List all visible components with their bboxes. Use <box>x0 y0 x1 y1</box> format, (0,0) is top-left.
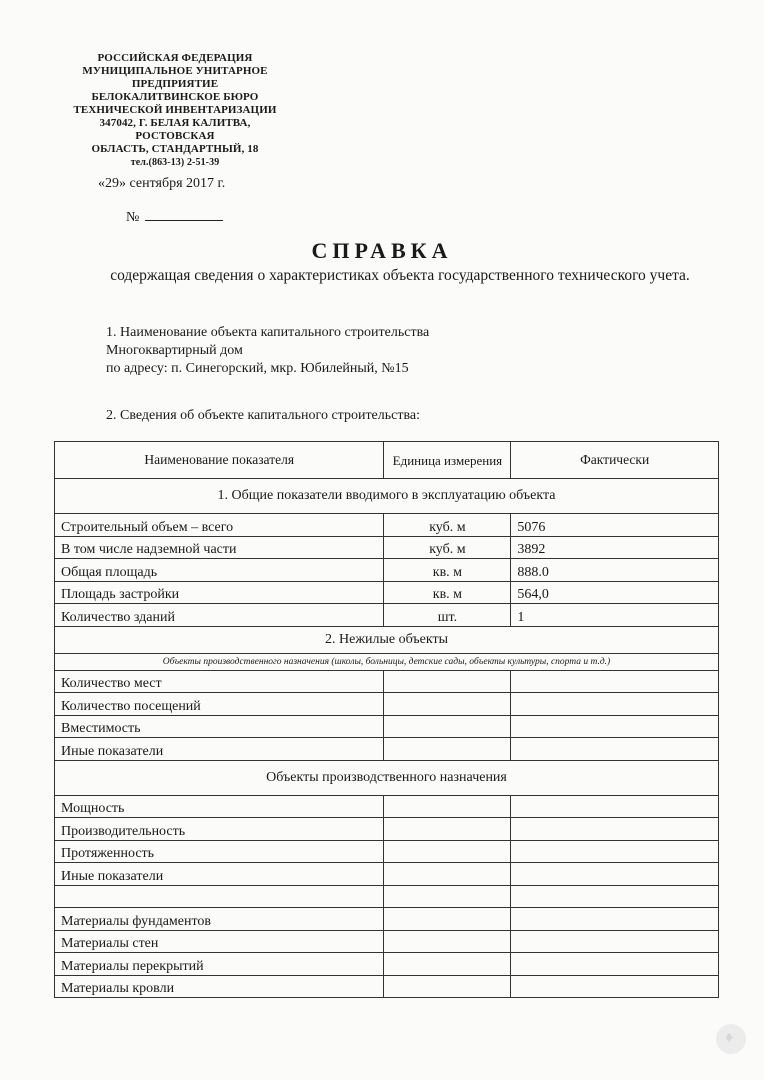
indicator-value: 5076 <box>511 514 719 537</box>
organization-stamp <box>62 52 288 169</box>
registration-number-label: № <box>126 210 140 225</box>
indicator-value <box>511 885 719 908</box>
table-row <box>55 738 719 761</box>
indicator-unit <box>384 840 511 863</box>
indicator-value <box>511 795 719 818</box>
table-row <box>55 975 719 998</box>
table-row <box>55 953 719 976</box>
document-date: «29» сентября 2017 г. <box>98 176 226 191</box>
stamp-line: БЕЛОКАЛИТВИНСКОЕ БЮРО <box>91 91 259 103</box>
indicator-name: Площадь застройки <box>55 581 384 604</box>
indicator-value: 3892 <box>511 536 719 559</box>
table-row <box>55 885 719 908</box>
header-unit: Единица измерения <box>384 442 511 479</box>
object-name: Многоквартирный дом <box>106 343 243 358</box>
table-row <box>55 514 719 537</box>
indicator-unit <box>384 930 511 953</box>
indicator-unit <box>384 908 511 931</box>
indicator-name: Материалы перекрытий <box>55 953 384 976</box>
stamp-line: ПРЕДПРИЯТИЕ <box>131 78 219 90</box>
table-row <box>55 559 719 582</box>
indicator-name: Протяженность <box>55 840 384 863</box>
header-actual: Фактически <box>511 442 719 479</box>
indicator-name: Иные показатели <box>55 863 384 886</box>
indicator-name: Строительный объем – всего <box>55 514 384 537</box>
indicator-unit: кв. м <box>384 581 511 604</box>
table-row <box>55 604 719 627</box>
indicator-value <box>511 953 719 976</box>
indicator-value <box>511 818 719 841</box>
table-header-row <box>55 442 719 479</box>
indicator-value <box>511 738 719 761</box>
indicator-value <box>511 840 719 863</box>
object-address: по адресу: п. Синегорский, мкр. Юбилейный, №15 <box>106 361 409 376</box>
table-row <box>55 795 719 818</box>
indicator-value: 1 <box>511 604 719 627</box>
registration-number-blank <box>145 210 223 221</box>
object-details-heading: 2. Сведения об объекте капитального строительства: <box>106 408 421 423</box>
characteristics-table <box>54 441 719 998</box>
indicator-value <box>511 863 719 886</box>
indicator-unit <box>384 885 511 908</box>
indicator-unit: шт. <box>384 604 511 627</box>
indicator-name: Материалы стен <box>55 930 384 953</box>
indicator-value: 564,0 <box>511 581 719 604</box>
indicator-name: Количество посещений <box>55 693 384 716</box>
table-row <box>55 930 719 953</box>
section-row <box>55 760 719 795</box>
indicator-value <box>511 715 719 738</box>
indicator-name: Мощность <box>55 795 384 818</box>
table-row <box>55 581 719 604</box>
indicator-name: Общая площадь <box>55 559 384 582</box>
indicator-name: Количество мест <box>55 670 384 693</box>
indicator-unit <box>384 670 511 693</box>
section-nonresidential-title: 2. Нежилые объекты <box>55 626 719 653</box>
table-row <box>55 840 719 863</box>
indicator-name: В том числе надземной части <box>55 536 384 559</box>
document-title: СПРАВКА <box>311 238 453 263</box>
table-row <box>55 863 719 886</box>
indicator-value <box>511 693 719 716</box>
table-row <box>55 818 719 841</box>
indicator-name: Производительность <box>55 818 384 841</box>
table-row <box>55 536 719 559</box>
indicator-value <box>511 975 719 998</box>
table-row <box>55 693 719 716</box>
indicator-unit <box>384 795 511 818</box>
indicator-unit: куб. м <box>384 514 511 537</box>
indicator-value <box>511 930 719 953</box>
indicator-value: 888.0 <box>511 559 719 582</box>
indicator-name: Иные показатели <box>55 738 384 761</box>
registration-number <box>126 210 223 226</box>
indicator-unit <box>384 863 511 886</box>
stamp-line: РОССИЙСКАЯ ФЕДЕРАЦИЯ <box>97 52 253 64</box>
indicator-unit: куб. м <box>384 536 511 559</box>
table-row <box>55 908 719 931</box>
stamp-line: 347042, Г. БЕЛАЯ КАЛИТВА, <box>99 117 251 129</box>
object-name-heading: 1. Наименование объекта капитального строительства <box>106 325 430 340</box>
indicator-unit <box>384 953 511 976</box>
indicator-unit <box>384 818 511 841</box>
object-name-section <box>106 324 429 378</box>
indicator-value <box>511 908 719 931</box>
section-nonresidential-note: Объекты производственного назначения (школы, больницы, детские сады, объекты культуры, спорта и т.д.) <box>55 653 719 670</box>
indicator-name <box>55 885 384 908</box>
section-row <box>55 626 719 653</box>
indicator-name: Количество зданий <box>55 604 384 627</box>
stamp-line: ТЕХНИЧЕСКОЙ ИНВЕНТАРИЗАЦИИ <box>73 104 277 116</box>
indicator-value <box>511 670 719 693</box>
section-row <box>55 479 719 514</box>
indicator-name: Вместимость <box>55 715 384 738</box>
document-subtitle: содержащая сведения о характеристиках объекта государственного технического учета. <box>110 267 690 284</box>
table-row <box>55 715 719 738</box>
indicator-unit: кв. м <box>384 559 511 582</box>
indicator-unit <box>384 738 511 761</box>
watermark-icon <box>716 1024 746 1054</box>
section-note-row <box>55 653 719 670</box>
stamp-line: ОБЛАСТЬ, СТАНДАРТНЫЙ, 18 <box>91 143 259 155</box>
stamp-line: РОСТОВСКАЯ <box>135 130 215 142</box>
indicator-name: Материалы кровли <box>55 975 384 998</box>
section-general-title: 1. Общие показатели вводимого в эксплуатацию объекта <box>55 479 719 514</box>
stamp-phone: тел.(863-13) 2-51-39 <box>130 157 220 168</box>
indicator-name: Материалы фундаментов <box>55 908 384 931</box>
table-row <box>55 670 719 693</box>
section-production-title: Объекты производственного назначения <box>55 760 719 795</box>
indicator-unit <box>384 693 511 716</box>
stamp-line: МУНИЦИПАЛЬНОЕ УНИТАРНОЕ <box>82 65 268 77</box>
indicator-unit <box>384 715 511 738</box>
header-indicator: Наименование показателя <box>55 442 384 479</box>
indicator-unit <box>384 975 511 998</box>
